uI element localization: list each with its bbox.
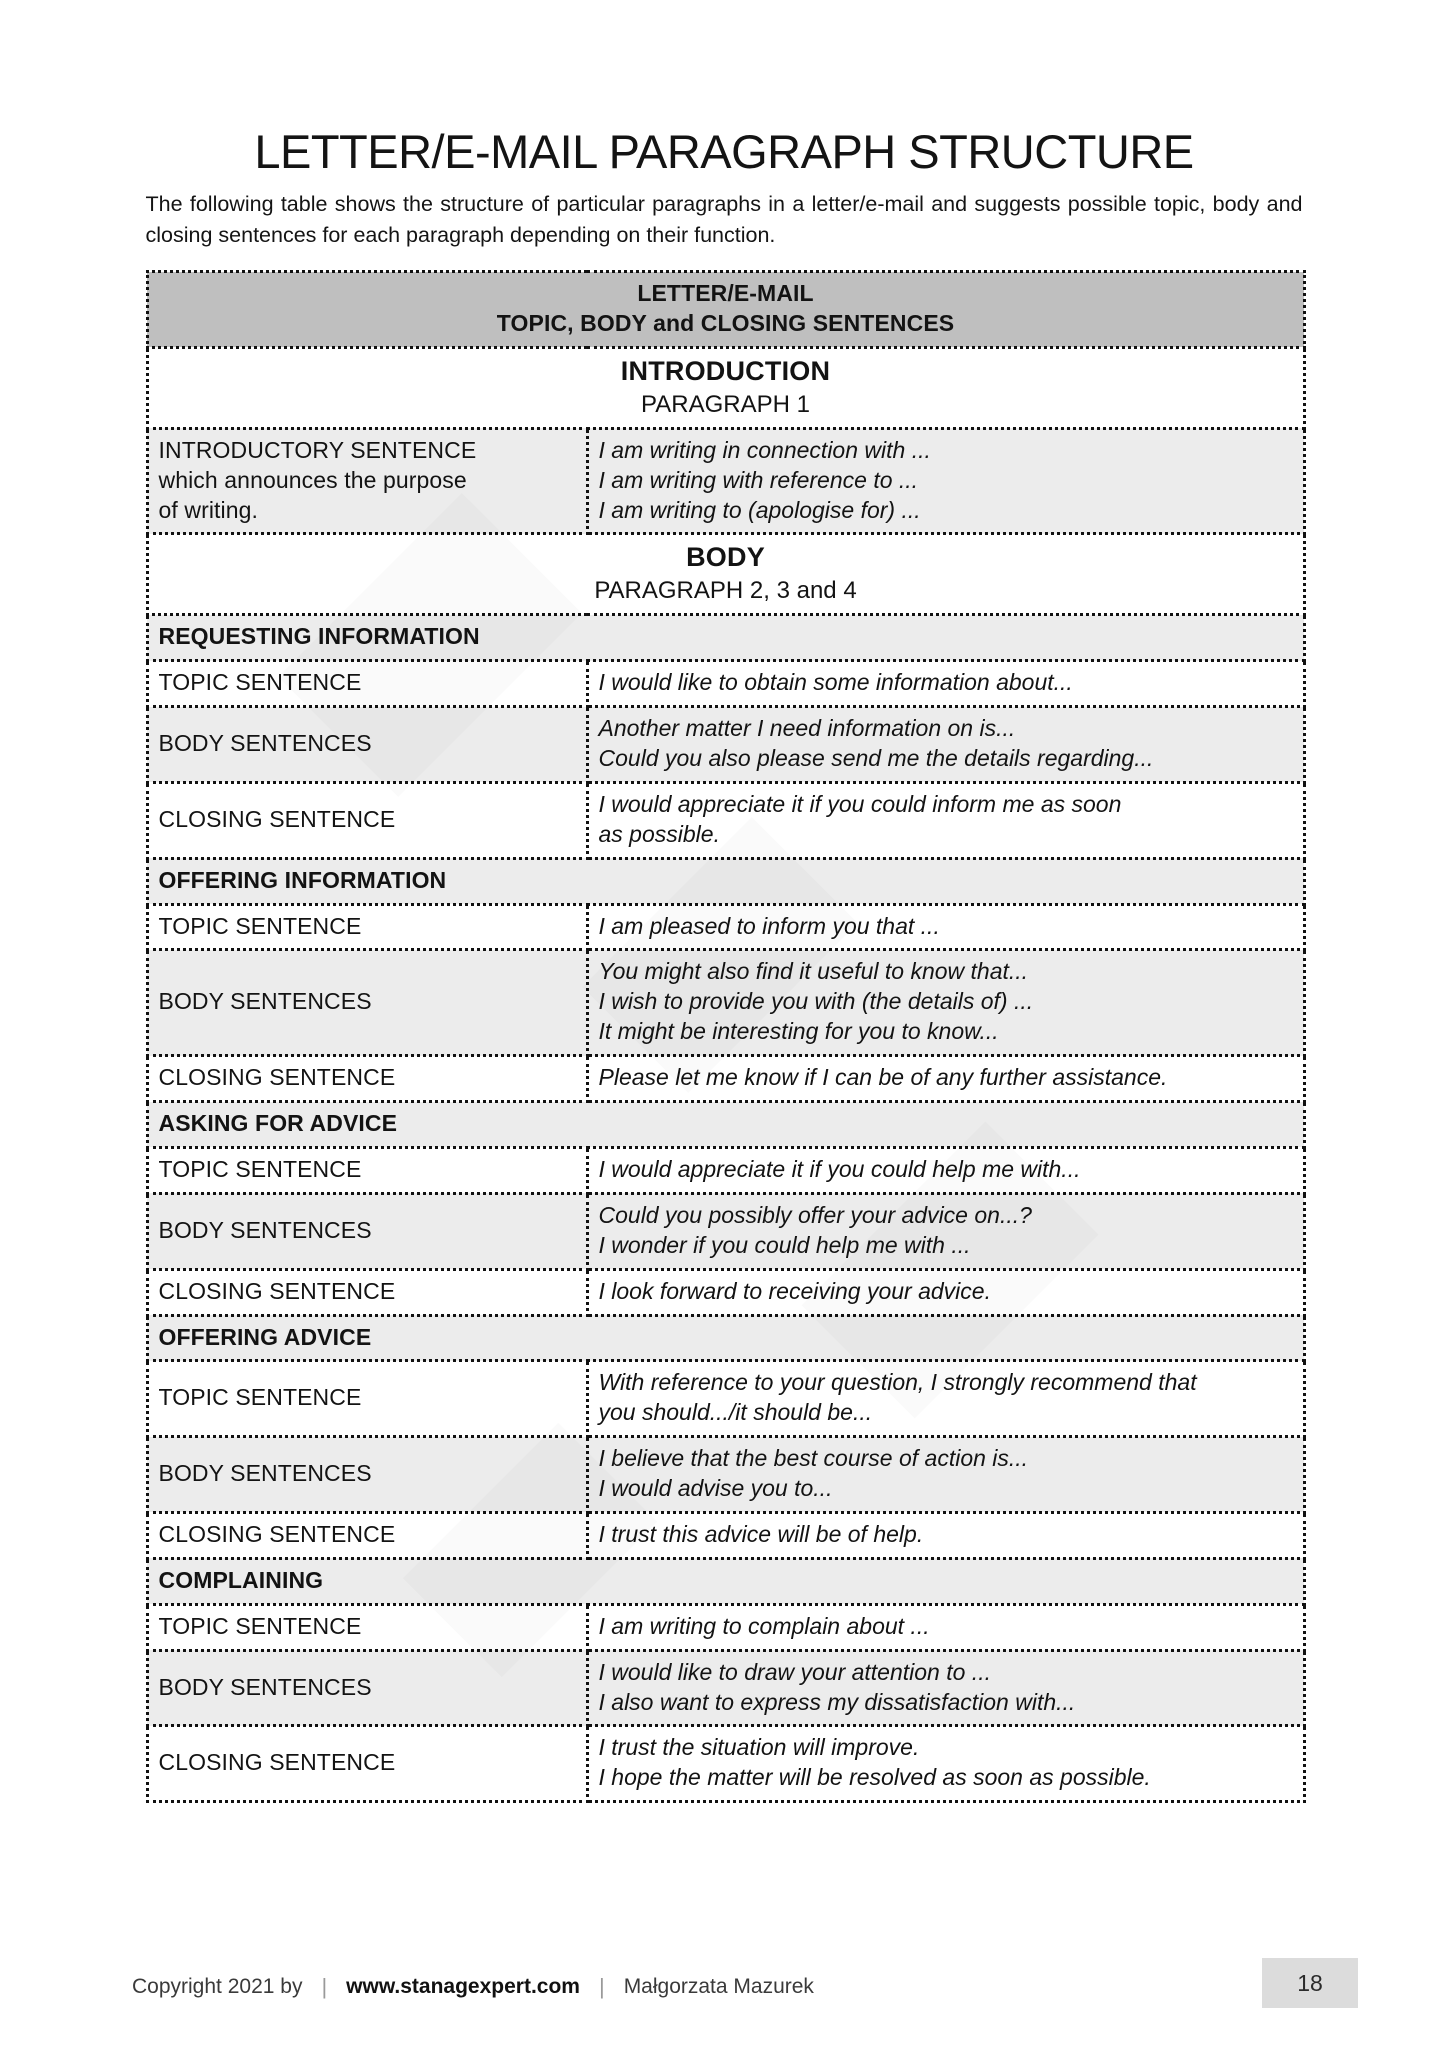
row-examples xyxy=(587,1437,1304,1513)
example-line: I would appreciate it if you could help me with... xyxy=(598,1155,1081,1182)
row-examples xyxy=(587,1147,1304,1193)
category-band-offering-information xyxy=(147,858,1304,904)
example-line: I also want to express my dissatisfaction with... xyxy=(598,1688,1076,1715)
example-line: I am writing with reference to ... xyxy=(598,466,919,493)
example-line: I trust the situation will improve. xyxy=(598,1734,920,1761)
footer-author: Małgorzata Mazurek xyxy=(623,1975,814,1998)
example-line: I would like to draw your attention to ... xyxy=(598,1658,991,1685)
row-label: CLOSING SENTENCE xyxy=(147,782,587,858)
row-label: CLOSING SENTENCE xyxy=(147,1269,587,1315)
footer-content xyxy=(132,1974,814,2000)
table-row xyxy=(147,904,1304,950)
row-examples xyxy=(587,1512,1304,1558)
row-label-line: of writing. xyxy=(158,496,259,523)
table-header-line2: TOPIC, BODY and CLOSING SENTENCES xyxy=(496,309,955,336)
table-row xyxy=(147,1512,1304,1558)
row-examples xyxy=(587,904,1304,950)
footer-website-link[interactable]: www.stanagexpert.com xyxy=(346,1975,580,1998)
row-label: BODY SENTENCES xyxy=(147,1650,587,1726)
example-line: Please let me know if I can be of any further assistance. xyxy=(598,1064,1168,1091)
row-label-line: INTRODUCTORY SENTENCE xyxy=(158,436,477,463)
example-line: I am pleased to inform you that ... xyxy=(598,912,940,939)
example-line: I would appreciate it if you could inform me as soon xyxy=(598,790,1122,817)
row-examples xyxy=(587,950,1304,1056)
example-line: I believe that the best course of action is... xyxy=(598,1445,1029,1472)
row-label: CLOSING SENTENCE xyxy=(147,1056,587,1102)
footer-separator: | xyxy=(598,1974,605,1999)
section-title: INTRODUCTION xyxy=(620,355,831,386)
row-label: CLOSING SENTENCE xyxy=(147,1512,587,1558)
example-line: I wonder if you could help me with ... xyxy=(598,1231,971,1258)
example-line: I wish to provide you with (the details of) ... xyxy=(598,988,1034,1015)
table-row xyxy=(147,428,1304,534)
category-band-asking-for-advice xyxy=(147,1102,1304,1148)
structure-table xyxy=(146,270,1306,1803)
example-line: I would advise you to... xyxy=(598,1475,833,1502)
page-title: LETTER/E-MAIL PARAGRAPH STRUCTURE xyxy=(254,125,1194,178)
page-footer xyxy=(0,1952,1448,2022)
example-line: you should.../it should be... xyxy=(598,1399,873,1426)
section-subtitle: PARAGRAPH 1 xyxy=(641,390,810,418)
category-title: COMPLAINING xyxy=(147,1558,1304,1604)
row-examples xyxy=(587,1604,1304,1650)
category-band-offering-advice xyxy=(147,1315,1304,1361)
row-examples xyxy=(587,1650,1304,1726)
table-row xyxy=(147,1147,1304,1193)
table-row xyxy=(147,1361,1304,1437)
structure-table-body xyxy=(147,272,1304,1802)
row-label: TOPIC SENTENCE xyxy=(147,1147,587,1193)
section-band-cell xyxy=(147,534,1304,615)
section-subtitle: PARAGRAPH 2, 3 and 4 xyxy=(594,577,857,605)
section-title: BODY xyxy=(686,542,765,573)
table-row xyxy=(147,1193,1304,1269)
row-label xyxy=(147,428,587,534)
row-examples xyxy=(587,1193,1304,1269)
table-row xyxy=(147,661,1304,707)
example-line: I trust this advice will be of help. xyxy=(598,1520,924,1547)
table-row xyxy=(147,1437,1304,1513)
row-label-line: which announces the purpose xyxy=(158,466,467,493)
example-line: Another matter I need information on is... xyxy=(598,715,1016,742)
page-number-badge: 18 xyxy=(1262,1958,1358,2008)
row-examples xyxy=(587,782,1304,858)
row-label: TOPIC SENTENCE xyxy=(147,1361,587,1437)
example-line: I hope the matter will be resolved as soon as possible. xyxy=(598,1764,1151,1791)
category-title: ASKING FOR ADVICE xyxy=(147,1102,1304,1148)
row-examples xyxy=(587,707,1304,783)
row-examples xyxy=(587,1726,1304,1802)
row-label: BODY SENTENCES xyxy=(147,1437,587,1513)
row-examples xyxy=(587,428,1304,534)
table-row xyxy=(147,1056,1304,1102)
section-band-introduction xyxy=(147,347,1304,428)
example-line: I am writing in connection with ... xyxy=(598,436,931,463)
section-band-cell xyxy=(147,347,1304,428)
example-line: Could you also please send me the details regarding... xyxy=(598,745,1154,772)
row-examples xyxy=(587,661,1304,707)
row-examples xyxy=(587,1361,1304,1437)
row-examples xyxy=(587,1269,1304,1315)
structure-table-wrapper xyxy=(146,270,1303,1803)
row-label: TOPIC SENTENCE xyxy=(147,1604,587,1650)
table-row xyxy=(147,1604,1304,1650)
table-row xyxy=(147,1269,1304,1315)
section-band-body xyxy=(147,534,1304,615)
table-row xyxy=(147,1650,1304,1726)
table-row xyxy=(147,707,1304,783)
example-line: With reference to your question, I strongly recommend that xyxy=(598,1369,1197,1396)
row-label: TOPIC SENTENCE xyxy=(147,904,587,950)
table-header-cell xyxy=(147,272,1304,348)
example-line: I am writing to (apologise for) ... xyxy=(598,496,921,523)
row-label: BODY SENTENCES xyxy=(147,950,587,1056)
category-title: OFFERING ADVICE xyxy=(147,1315,1304,1361)
example-line: I look forward to receiving your advice. xyxy=(598,1277,991,1304)
example-line: I would like to obtain some information about... xyxy=(598,669,1073,696)
table-header-line1: LETTER/E-MAIL xyxy=(637,280,814,307)
table-row xyxy=(147,782,1304,858)
row-label: BODY SENTENCES xyxy=(147,1193,587,1269)
row-label: TOPIC SENTENCE xyxy=(147,661,587,707)
category-band-requesting-information xyxy=(147,615,1304,661)
example-line: You might also find it useful to know that... xyxy=(598,958,1029,985)
row-examples xyxy=(587,1056,1304,1102)
table-header-row xyxy=(147,272,1304,348)
example-line: I am writing to complain about ... xyxy=(598,1612,930,1639)
table-row xyxy=(147,1726,1304,1802)
example-line: It might be interesting for you to know... xyxy=(598,1018,999,1045)
category-title: REQUESTING INFORMATION xyxy=(147,615,1304,661)
row-label: CLOSING SENTENCE xyxy=(147,1726,587,1802)
row-label: BODY SENTENCES xyxy=(147,707,587,783)
intro-paragraph: The following table shows the structure of particular paragraphs in a letter/e-mail and suggests possible topic, body and closing sentences for each paragraph depending on their function. xyxy=(145,192,1303,247)
category-title: OFFERING INFORMATION xyxy=(147,858,1304,904)
example-line: as possible. xyxy=(598,820,720,847)
example-line: Could you possibly offer your advice on...? xyxy=(598,1201,1032,1228)
table-row xyxy=(147,950,1304,1056)
footer-separator: | xyxy=(321,1974,328,1999)
footer-copyright: Copyright 2021 by xyxy=(132,1975,303,1998)
category-band-complaining xyxy=(147,1558,1304,1604)
